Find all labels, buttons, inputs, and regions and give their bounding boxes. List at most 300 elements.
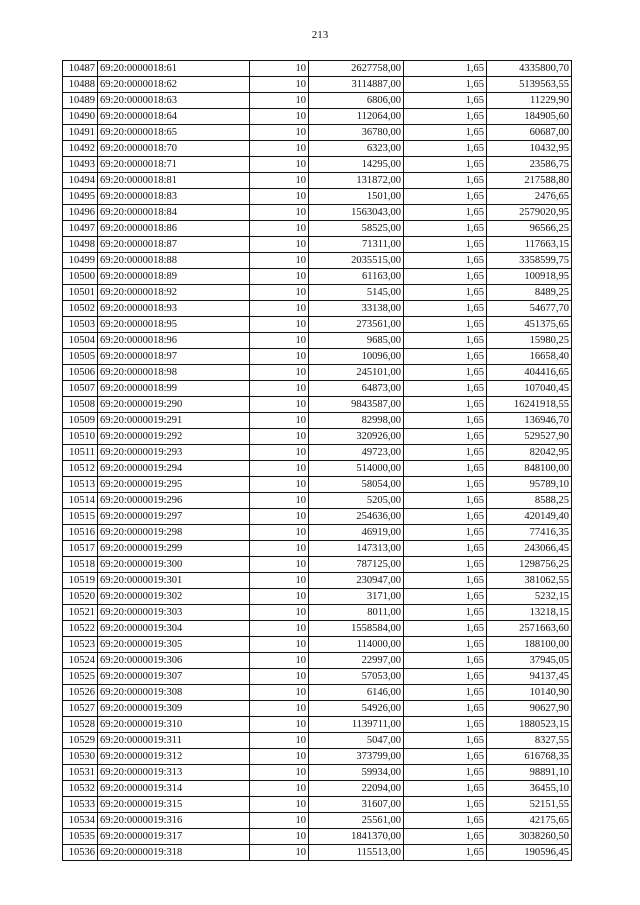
row-number-cell: 10526 <box>63 685 98 701</box>
cadastral-number-cell: 69:20:0000019:298 <box>98 525 250 541</box>
category-code-cell: 10 <box>250 397 309 413</box>
tax-amount-cell: 37945,05 <box>487 653 572 669</box>
row-number-cell: 10499 <box>63 253 98 269</box>
tax-rate-cell: 1,65 <box>404 781 487 797</box>
cadastral-value-cell: 64873,00 <box>309 381 404 397</box>
tax-rate-cell: 1,65 <box>404 93 487 109</box>
tax-amount-cell: 8489,25 <box>487 285 572 301</box>
tax-rate-cell: 1,65 <box>404 813 487 829</box>
cadastral-value-cell: 514000,00 <box>309 461 404 477</box>
tax-amount-cell: 2476,65 <box>487 189 572 205</box>
cadastral-number-cell: 69:20:0000018:98 <box>98 365 250 381</box>
cadastral-number-cell: 69:20:0000019:304 <box>98 621 250 637</box>
table-row <box>63 93 572 109</box>
table-row <box>63 621 572 637</box>
cadastral-value-cell: 6806,00 <box>309 93 404 109</box>
row-number-cell: 10531 <box>63 765 98 781</box>
cadastral-number-cell: 69:20:0000019:295 <box>98 477 250 493</box>
cadastral-value-cell: 1841370,00 <box>309 829 404 845</box>
table-row <box>63 429 572 445</box>
cadastral-number-cell: 69:20:0000018:62 <box>98 77 250 93</box>
table-row <box>63 285 572 301</box>
tax-amount-cell: 36455,10 <box>487 781 572 797</box>
table-row <box>63 829 572 845</box>
cadastral-number-cell: 69:20:0000019:291 <box>98 413 250 429</box>
row-number-cell: 10516 <box>63 525 98 541</box>
table-row <box>63 413 572 429</box>
category-code-cell: 10 <box>250 333 309 349</box>
row-number-cell: 10517 <box>63 541 98 557</box>
tax-rate-cell: 1,65 <box>404 141 487 157</box>
category-code-cell: 10 <box>250 461 309 477</box>
table-row <box>63 125 572 141</box>
table-row <box>63 781 572 797</box>
table-row <box>63 221 572 237</box>
cadastral-number-cell: 69:20:0000018:97 <box>98 349 250 365</box>
category-code-cell: 10 <box>250 541 309 557</box>
tax-amount-cell: 5232,15 <box>487 589 572 605</box>
table-row <box>63 733 572 749</box>
row-number-cell: 10507 <box>63 381 98 397</box>
cadastral-value-cell: 58054,00 <box>309 477 404 493</box>
cadastral-number-cell: 69:20:0000018:99 <box>98 381 250 397</box>
cadastral-number-cell: 69:20:0000018:61 <box>98 61 250 77</box>
row-number-cell: 10498 <box>63 237 98 253</box>
cadastral-number-cell: 69:20:0000019:308 <box>98 685 250 701</box>
cadastral-value-cell: 147313,00 <box>309 541 404 557</box>
cadastral-number-cell: 69:20:0000019:317 <box>98 829 250 845</box>
table-row <box>63 349 572 365</box>
row-number-cell: 10534 <box>63 813 98 829</box>
cadastral-number-cell: 69:20:0000018:92 <box>98 285 250 301</box>
category-code-cell: 10 <box>250 781 309 797</box>
tax-amount-cell: 10140,90 <box>487 685 572 701</box>
category-code-cell: 10 <box>250 493 309 509</box>
tax-amount-cell: 77416,35 <box>487 525 572 541</box>
cadastral-value-cell: 230947,00 <box>309 573 404 589</box>
tax-amount-cell: 117663,15 <box>487 237 572 253</box>
cadastral-value-cell: 25561,00 <box>309 813 404 829</box>
tax-rate-cell: 1,65 <box>404 717 487 733</box>
row-number-cell: 10527 <box>63 701 98 717</box>
category-code-cell: 10 <box>250 77 309 93</box>
cadastral-value-cell: 787125,00 <box>309 557 404 573</box>
cadastral-value-cell: 82998,00 <box>309 413 404 429</box>
cadastral-value-cell: 3171,00 <box>309 589 404 605</box>
cadastral-value-cell: 49723,00 <box>309 445 404 461</box>
tax-rate-cell: 1,65 <box>404 125 487 141</box>
tax-rate-cell: 1,65 <box>404 765 487 781</box>
tax-amount-cell: 60687,00 <box>487 125 572 141</box>
row-number-cell: 10530 <box>63 749 98 765</box>
tax-rate-cell: 1,65 <box>404 317 487 333</box>
tax-amount-cell: 5139563,55 <box>487 77 572 93</box>
tax-rate-cell: 1,65 <box>404 589 487 605</box>
row-number-cell: 10513 <box>63 477 98 493</box>
cadastral-number-cell: 69:20:0000019:309 <box>98 701 250 717</box>
table-row <box>63 173 572 189</box>
tax-rate-cell: 1,65 <box>404 557 487 573</box>
tax-rate-cell: 1,65 <box>404 109 487 125</box>
row-number-cell: 10510 <box>63 429 98 445</box>
tax-amount-cell: 107040,45 <box>487 381 572 397</box>
table-row <box>63 493 572 509</box>
table-row <box>63 269 572 285</box>
cadastral-value-cell: 22094,00 <box>309 781 404 797</box>
row-number-cell: 10494 <box>63 173 98 189</box>
tax-amount-cell: 16241918,55 <box>487 397 572 413</box>
table-row <box>63 301 572 317</box>
tax-rate-cell: 1,65 <box>404 237 487 253</box>
table-row <box>63 637 572 653</box>
tax-amount-cell: 100918,95 <box>487 269 572 285</box>
tax-amount-cell: 98891,10 <box>487 765 572 781</box>
tax-amount-cell: 15980,25 <box>487 333 572 349</box>
cadastral-value-cell: 2035515,00 <box>309 253 404 269</box>
tax-rate-cell: 1,65 <box>404 381 487 397</box>
tax-rate-cell: 1,65 <box>404 541 487 557</box>
table-row <box>63 77 572 93</box>
tax-rate-cell: 1,65 <box>404 173 487 189</box>
table-row <box>63 365 572 381</box>
cadastral-number-cell: 69:20:0000019:307 <box>98 669 250 685</box>
category-code-cell: 10 <box>250 253 309 269</box>
cadastral-value-cell: 9843587,00 <box>309 397 404 413</box>
tax-amount-cell: 420149,40 <box>487 509 572 525</box>
table-row <box>63 317 572 333</box>
table-row <box>63 541 572 557</box>
table-row <box>63 525 572 541</box>
row-number-cell: 10532 <box>63 781 98 797</box>
table-row <box>63 205 572 221</box>
cadastral-value-cell: 112064,00 <box>309 109 404 125</box>
category-code-cell: 10 <box>250 301 309 317</box>
cadastral-value-cell: 46919,00 <box>309 525 404 541</box>
tax-rate-cell: 1,65 <box>404 157 487 173</box>
cadastral-value-cell: 254636,00 <box>309 509 404 525</box>
category-code-cell: 10 <box>250 237 309 253</box>
cadastral-value-cell: 9685,00 <box>309 333 404 349</box>
row-number-cell: 10502 <box>63 301 98 317</box>
tax-rate-cell: 1,65 <box>404 669 487 685</box>
cadastral-number-cell: 69:20:0000019:299 <box>98 541 250 557</box>
cadastral-number-cell: 69:20:0000018:81 <box>98 173 250 189</box>
tax-rate-cell: 1,65 <box>404 221 487 237</box>
tax-amount-cell: 90627,90 <box>487 701 572 717</box>
table-row <box>63 797 572 813</box>
cadastral-number-cell: 69:20:0000018:86 <box>98 221 250 237</box>
tax-amount-cell: 52151,55 <box>487 797 572 813</box>
table-row <box>63 813 572 829</box>
row-number-cell: 10504 <box>63 333 98 349</box>
table-row <box>63 701 572 717</box>
row-number-cell: 10512 <box>63 461 98 477</box>
table-row <box>63 669 572 685</box>
cadastral-number-cell: 69:20:0000019:306 <box>98 653 250 669</box>
tax-amount-cell: 451375,65 <box>487 317 572 333</box>
row-number-cell: 10518 <box>63 557 98 573</box>
category-code-cell: 10 <box>250 429 309 445</box>
category-code-cell: 10 <box>250 845 309 861</box>
category-code-cell: 10 <box>250 141 309 157</box>
tax-rate-cell: 1,65 <box>404 301 487 317</box>
cadastral-number-cell: 69:20:0000019:296 <box>98 493 250 509</box>
cadastral-value-cell: 5145,00 <box>309 285 404 301</box>
row-number-cell: 10488 <box>63 77 98 93</box>
cadastral-number-cell: 69:20:0000019:297 <box>98 509 250 525</box>
row-number-cell: 10508 <box>63 397 98 413</box>
cadastral-value-cell: 115513,00 <box>309 845 404 861</box>
row-number-cell: 10522 <box>63 621 98 637</box>
category-code-cell: 10 <box>250 205 309 221</box>
tax-rate-cell: 1,65 <box>404 349 487 365</box>
row-number-cell: 10514 <box>63 493 98 509</box>
cadastral-value-cell: 31607,00 <box>309 797 404 813</box>
category-code-cell: 10 <box>250 445 309 461</box>
cadastral-value-cell: 59934,00 <box>309 765 404 781</box>
row-number-cell: 10497 <box>63 221 98 237</box>
cadastral-number-cell: 69:20:0000019:293 <box>98 445 250 461</box>
tax-amount-cell: 188100,00 <box>487 637 572 653</box>
tax-amount-cell: 94137,45 <box>487 669 572 685</box>
tax-amount-cell: 184905,60 <box>487 109 572 125</box>
table-row <box>63 397 572 413</box>
tax-amount-cell: 11229,90 <box>487 93 572 109</box>
cadastral-number-cell: 69:20:0000018:83 <box>98 189 250 205</box>
tax-amount-cell: 2571663,60 <box>487 621 572 637</box>
cadastral-value-cell: 320926,00 <box>309 429 404 445</box>
cadastral-number-cell: 69:20:0000019:314 <box>98 781 250 797</box>
tax-rate-cell: 1,65 <box>404 285 487 301</box>
cadastral-value-cell: 36780,00 <box>309 125 404 141</box>
tax-rate-cell: 1,65 <box>404 445 487 461</box>
cadastral-number-cell: 69:20:0000019:292 <box>98 429 250 445</box>
tax-amount-cell: 848100,00 <box>487 461 572 477</box>
row-number-cell: 10503 <box>63 317 98 333</box>
table-row <box>63 461 572 477</box>
cadastral-number-cell: 69:20:0000019:303 <box>98 605 250 621</box>
category-code-cell: 10 <box>250 525 309 541</box>
category-code-cell: 10 <box>250 605 309 621</box>
tax-amount-cell: 381062,55 <box>487 573 572 589</box>
category-code-cell: 10 <box>250 765 309 781</box>
table-row <box>63 845 572 861</box>
table-row <box>63 589 572 605</box>
row-number-cell: 10520 <box>63 589 98 605</box>
tax-rate-cell: 1,65 <box>404 77 487 93</box>
table-row <box>63 685 572 701</box>
table-row <box>63 381 572 397</box>
tax-rate-cell: 1,65 <box>404 189 487 205</box>
cadastral-number-cell: 69:20:0000018:89 <box>98 269 250 285</box>
cadastral-value-cell: 33138,00 <box>309 301 404 317</box>
cadastral-value-cell: 6146,00 <box>309 685 404 701</box>
category-code-cell: 10 <box>250 109 309 125</box>
row-number-cell: 10515 <box>63 509 98 525</box>
cadastral-number-cell: 69:20:0000019:294 <box>98 461 250 477</box>
tax-amount-cell: 190596,45 <box>487 845 572 861</box>
tax-rate-cell: 1,65 <box>404 509 487 525</box>
category-code-cell: 10 <box>250 189 309 205</box>
category-code-cell: 10 <box>250 381 309 397</box>
tax-rate-cell: 1,65 <box>404 461 487 477</box>
category-code-cell: 10 <box>250 221 309 237</box>
row-number-cell: 10525 <box>63 669 98 685</box>
tax-rate-cell: 1,65 <box>404 845 487 861</box>
cadastral-number-cell: 69:20:0000018:95 <box>98 317 250 333</box>
category-code-cell: 10 <box>250 509 309 525</box>
cadastral-value-cell: 5205,00 <box>309 493 404 509</box>
tax-amount-cell: 3358599,75 <box>487 253 572 269</box>
cadastral-number-cell: 69:20:0000018:87 <box>98 237 250 253</box>
row-number-cell: 10500 <box>63 269 98 285</box>
category-code-cell: 10 <box>250 685 309 701</box>
tax-rate-cell: 1,65 <box>404 573 487 589</box>
category-code-cell: 10 <box>250 269 309 285</box>
row-number-cell: 10528 <box>63 717 98 733</box>
category-code-cell: 10 <box>250 413 309 429</box>
row-number-cell: 10521 <box>63 605 98 621</box>
tax-amount-cell: 16658,40 <box>487 349 572 365</box>
tax-amount-cell: 529527,90 <box>487 429 572 445</box>
tax-amount-cell: 54677,70 <box>487 301 572 317</box>
table-row <box>63 509 572 525</box>
tax-rate-cell: 1,65 <box>404 797 487 813</box>
category-code-cell: 10 <box>250 733 309 749</box>
page-number: 213 <box>311 29 329 41</box>
table-row <box>63 253 572 269</box>
tax-amount-cell: 82042,95 <box>487 445 572 461</box>
cadastral-value-cell: 61163,00 <box>309 269 404 285</box>
tax-rate-cell: 1,65 <box>404 733 487 749</box>
tax-amount-cell: 616768,35 <box>487 749 572 765</box>
tax-amount-cell: 23586,75 <box>487 157 572 173</box>
tax-rate-cell: 1,65 <box>404 653 487 669</box>
cadastral-number-cell: 69:20:0000018:70 <box>98 141 250 157</box>
row-number-cell: 10509 <box>63 413 98 429</box>
category-code-cell: 10 <box>250 829 309 845</box>
table-row <box>63 237 572 253</box>
row-number-cell: 10535 <box>63 829 98 845</box>
cadastral-value-cell: 114000,00 <box>309 637 404 653</box>
cadastral-value-cell: 3114887,00 <box>309 77 404 93</box>
row-number-cell: 10511 <box>63 445 98 461</box>
category-code-cell: 10 <box>250 797 309 813</box>
table-row <box>63 765 572 781</box>
row-number-cell: 10490 <box>63 109 98 125</box>
cadastral-number-cell: 69:20:0000018:63 <box>98 93 250 109</box>
category-code-cell: 10 <box>250 285 309 301</box>
tax-rate-cell: 1,65 <box>404 429 487 445</box>
row-number-cell: 10533 <box>63 797 98 813</box>
row-number-cell: 10536 <box>63 845 98 861</box>
cadastral-number-cell: 69:20:0000018:88 <box>98 253 250 269</box>
cadastral-value-cell: 1563043,00 <box>309 205 404 221</box>
row-number-cell: 10519 <box>63 573 98 589</box>
row-number-cell: 10505 <box>63 349 98 365</box>
cadastral-value-cell: 57053,00 <box>309 669 404 685</box>
cadastral-number-cell: 69:20:0000018:71 <box>98 157 250 173</box>
tax-amount-cell: 3038260,50 <box>487 829 572 845</box>
category-code-cell: 10 <box>250 717 309 733</box>
category-code-cell: 10 <box>250 365 309 381</box>
cadastral-value-cell: 10096,00 <box>309 349 404 365</box>
table-row <box>63 189 572 205</box>
row-number-cell: 10501 <box>63 285 98 301</box>
cadastral-number-cell: 69:20:0000019:305 <box>98 637 250 653</box>
tax-rate-cell: 1,65 <box>404 749 487 765</box>
tax-rate-cell: 1,65 <box>404 253 487 269</box>
category-code-cell: 10 <box>250 589 309 605</box>
table-row <box>63 61 572 77</box>
row-number-cell: 10491 <box>63 125 98 141</box>
cadastral-number-cell: 69:20:0000018:93 <box>98 301 250 317</box>
tax-amount-cell: 2579020,95 <box>487 205 572 221</box>
category-code-cell: 10 <box>250 157 309 173</box>
tax-rate-cell: 1,65 <box>404 493 487 509</box>
tax-amount-cell: 217588,80 <box>487 173 572 189</box>
cadastral-number-cell: 69:20:0000018:64 <box>98 109 250 125</box>
row-number-cell: 10523 <box>63 637 98 653</box>
cadastral-value-cell: 14295,00 <box>309 157 404 173</box>
cadastral-number-cell: 69:20:0000019:312 <box>98 749 250 765</box>
row-number-cell: 10487 <box>63 61 98 77</box>
tax-rate-cell: 1,65 <box>404 605 487 621</box>
cadastral-value-cell: 58525,00 <box>309 221 404 237</box>
cadastral-number-cell: 69:20:0000019:310 <box>98 717 250 733</box>
table-row <box>63 749 572 765</box>
cadastral-number-cell: 69:20:0000019:301 <box>98 573 250 589</box>
category-code-cell: 10 <box>250 557 309 573</box>
tax-rate-cell: 1,65 <box>404 397 487 413</box>
cadastral-value-cell: 71311,00 <box>309 237 404 253</box>
category-code-cell: 10 <box>250 621 309 637</box>
category-code-cell: 10 <box>250 749 309 765</box>
tax-amount-cell: 13218,15 <box>487 605 572 621</box>
tax-rate-cell: 1,65 <box>404 621 487 637</box>
row-number-cell: 10506 <box>63 365 98 381</box>
table-row <box>63 557 572 573</box>
cadastral-value-cell: 1139711,00 <box>309 717 404 733</box>
registry-table <box>62 60 572 861</box>
table-row <box>63 717 572 733</box>
row-number-cell: 10493 <box>63 157 98 173</box>
category-code-cell: 10 <box>250 93 309 109</box>
tax-rate-cell: 1,65 <box>404 829 487 845</box>
tax-amount-cell: 96566,25 <box>487 221 572 237</box>
cadastral-value-cell: 8011,00 <box>309 605 404 621</box>
tax-rate-cell: 1,65 <box>404 61 487 77</box>
row-number-cell: 10524 <box>63 653 98 669</box>
category-code-cell: 10 <box>250 701 309 717</box>
cadastral-number-cell: 69:20:0000019:300 <box>98 557 250 573</box>
category-code-cell: 10 <box>250 573 309 589</box>
tax-rate-cell: 1,65 <box>404 205 487 221</box>
tax-rate-cell: 1,65 <box>404 413 487 429</box>
category-code-cell: 10 <box>250 653 309 669</box>
cadastral-number-cell: 69:20:0000018:65 <box>98 125 250 141</box>
tax-amount-cell: 136946,70 <box>487 413 572 429</box>
category-code-cell: 10 <box>250 125 309 141</box>
category-code-cell: 10 <box>250 61 309 77</box>
table-row <box>63 653 572 669</box>
cadastral-number-cell: 69:20:0000018:84 <box>98 205 250 221</box>
tax-rate-cell: 1,65 <box>404 637 487 653</box>
tax-amount-cell: 8588,25 <box>487 493 572 509</box>
tax-rate-cell: 1,65 <box>404 685 487 701</box>
tax-amount-cell: 1880523,15 <box>487 717 572 733</box>
cadastral-value-cell: 373799,00 <box>309 749 404 765</box>
